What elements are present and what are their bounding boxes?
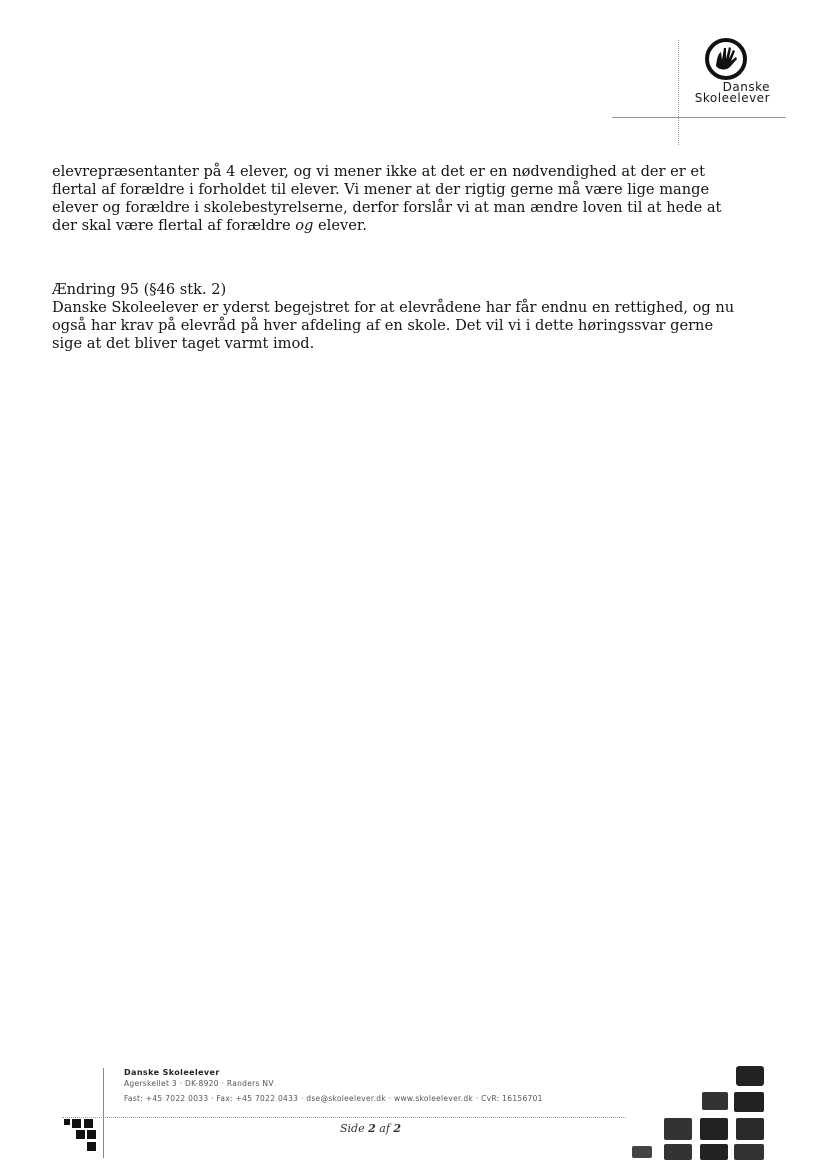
- logo-line-1: Danske: [722, 80, 770, 94]
- footer-photo-collage: [628, 1062, 768, 1162]
- footer-divider-vertical: [103, 1068, 104, 1158]
- page-current: 2: [368, 1122, 376, 1135]
- paragraph-1-emphasis: og: [295, 217, 314, 234]
- paragraph-1-last-pre: der skal være flertal af forældre: [52, 217, 296, 234]
- paragraph-1: [52, 163, 732, 235]
- logo-wordmark: [684, 82, 770, 104]
- logo-line-2: Skoleelever: [694, 91, 770, 105]
- page-mid: af: [375, 1122, 394, 1135]
- header-divider-horizontal: [612, 117, 786, 118]
- paragraph-2-line: også har krav på elevråd på hver afdeling af en skole. Det vil vi i dette høringssvar gerne: [52, 317, 714, 334]
- footer-organisation: Danske Skoleelever: [124, 1068, 220, 1077]
- paragraph-1-last-line: [52, 217, 732, 235]
- page-number: [340, 1122, 401, 1135]
- footer-squares-graphic: [62, 1118, 102, 1158]
- footer-divider-horizontal: [62, 1117, 626, 1118]
- paragraph-2: [52, 299, 735, 353]
- page-total: 2: [393, 1122, 402, 1135]
- paragraph-2-line: Danske Skoleelever er yderst begejstret for at elevrådene har får endnu en rettighed, og nu: [52, 299, 735, 316]
- hand-logo-icon: [703, 36, 749, 82]
- page-prefix: Side: [340, 1122, 369, 1135]
- section-heading: Ændring 95 (§46 stk. 2): [52, 281, 227, 298]
- paragraph-1-line: elevrepræsentanter på 4 elever, og vi mener ikke at det er en nødvendighed at der er et: [52, 163, 705, 180]
- paragraph-1-line: flertal af forældre i forholdet til elever. Vi mener at der rigtig gerne må være lige mange: [52, 181, 710, 198]
- footer-address: Agerskellet 3 · DK-8920 · Randers NV: [124, 1079, 274, 1088]
- paragraph-1-last-post: elever.: [313, 217, 367, 234]
- header-divider-vertical: [678, 40, 679, 145]
- paragraph-1-line: elever og forældre i skolebestyrelserne, derfor forslår vi at man ændre loven til at hede at: [52, 199, 722, 216]
- footer-contact: Fast: +45 7022 0033 · Fax: +45 7022 0433 · dse@skoleelever.dk · www.skoleelever.dk · CvR: 16156701: [124, 1094, 543, 1103]
- paragraph-2-line: sige at det bliver taget varmt imod.: [52, 335, 315, 352]
